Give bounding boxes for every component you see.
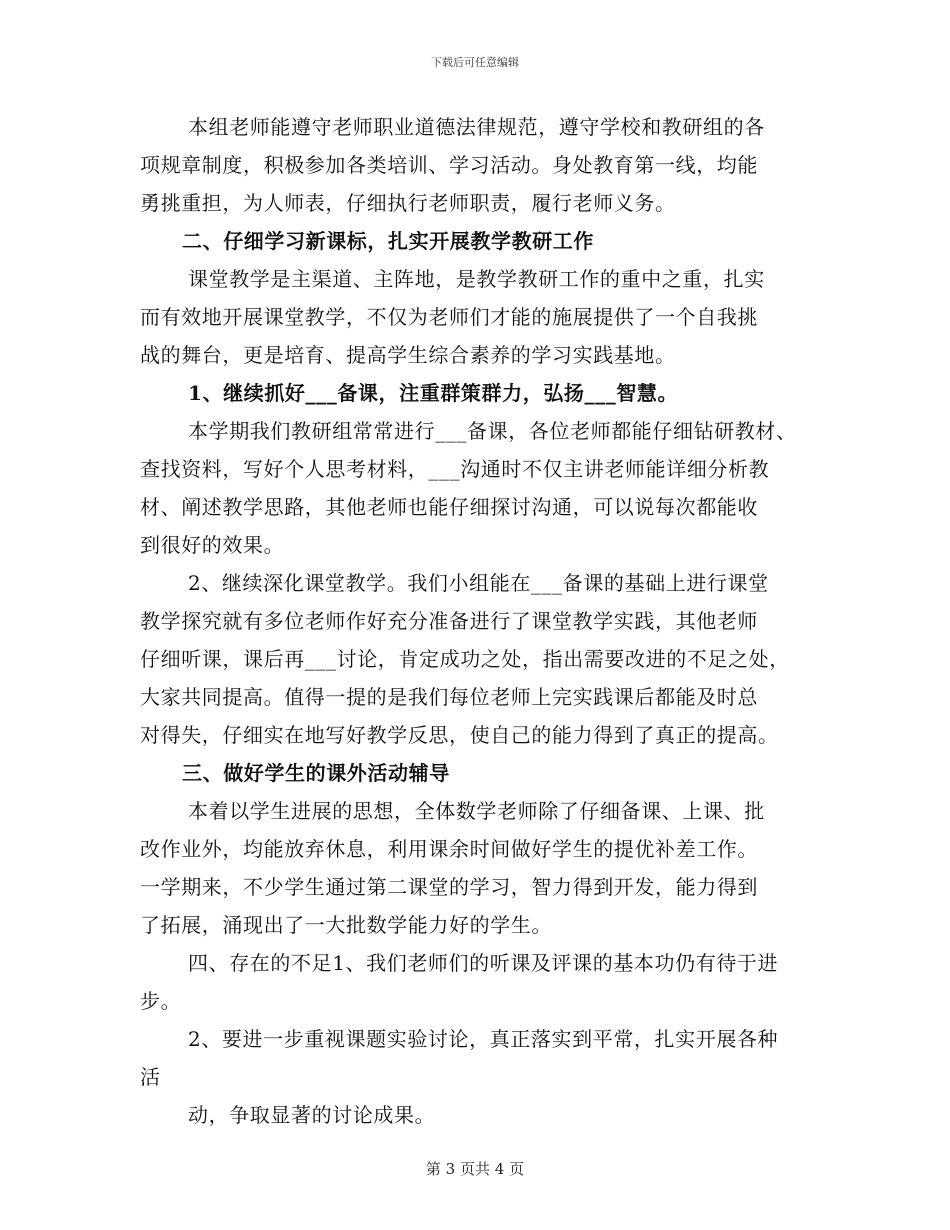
paragraph-line: 步。 (140, 989, 182, 1013)
section-heading: 三、做好学生的课外活动辅导 (182, 761, 450, 785)
section-heading: 二、仔细学习新课标，扎实开展教学教研工作 (182, 229, 594, 253)
paragraph-line: 改作业外，均能放弃休息，利用课余时间做好学生的提优补差工作。 (140, 837, 758, 861)
paragraph-line: 对得失，仔细实在地写好教学反思，使自己的能力得到了真正的提高。 (140, 723, 779, 747)
document-body (140, 108, 830, 1134)
paragraph-line: 本着以学生进展的思想，全体数学老师除了仔细备课、上课、批 (188, 799, 765, 823)
paragraph-line: 四、存在的不足1、我们老师们的听课及评课的基本功仍有待于进 (188, 951, 779, 975)
paragraph-line: 战的舞台，更是培育、提高学生综合素养的学习实践基地。 (140, 343, 676, 367)
paragraph-line: 动，争取显著的讨论成果。 (188, 1103, 436, 1127)
paragraph-line: 一学期来，不少学生通过第二课堂的学习，智力得到开发，能力得到 (140, 875, 758, 899)
paragraph-line: 2、继续深化课堂教学。我们小组能在___备课的基础上进行课堂 (188, 571, 769, 595)
paragraph-line: 活 (140, 1065, 161, 1089)
paragraph-line: 仔细听课，课后再___讨论，肯定成功之处，指出需要改进的不足之处， (140, 647, 790, 671)
paragraph-line: 了拓展，涌现出了一大批数学能力好的学生。 (140, 913, 552, 937)
paragraph-line: 查找资料，写好个人思考材料，___沟通时不仅主讲老师能详细分析教 (140, 457, 770, 481)
paragraph-line: 项规章制度，积极参加各类培训、学习活动。身处教育第一线，均能 (140, 153, 758, 177)
paragraph-line: 课堂教学是主渠道、主阵地，是教学教研工作的重中之重，扎实 (188, 267, 765, 291)
paragraph-line: 勇挑重担，为人师表，仔细执行老师职责，履行老师义务。 (140, 191, 676, 215)
paragraph-line: 而有效地开展课堂教学，不仅为老师们才能的施展提供了一个自我挑 (140, 305, 758, 329)
paragraph-line: 大家共同提高。值得一提的是我们每位老师上完实践课后都能及时总 (140, 685, 758, 709)
paragraph-line: 教学探究就有多位老师作好充分准备进行了课堂教学实践，其他老师 (140, 609, 758, 633)
paragraph-line: 到很好的效果。 (140, 533, 285, 557)
page-footer: 第 3 页共 4 页 (425, 1160, 525, 1178)
page-header: 下载后可任意编辑 (431, 56, 519, 69)
subsection-heading: 1、继续抓好___备课，注重群策群力，弘扬___智慧。 (188, 381, 679, 405)
paragraph-line: 材、阐述教学思路，其他老师也能仔细探讨沟通，可以说每次都能收 (140, 495, 758, 519)
paragraph-line: 本组老师能遵守老师职业道德法律规范，遵守学校和教研组的各 (188, 115, 765, 139)
paragraph-line: 2、要进一步重视课题实验讨论，真正落实到平常，扎实开展各种 (188, 1027, 779, 1051)
paragraph-line: 本学期我们教研组常常进行___备课，各位老师都能仔细钻研教材、 (188, 419, 797, 443)
